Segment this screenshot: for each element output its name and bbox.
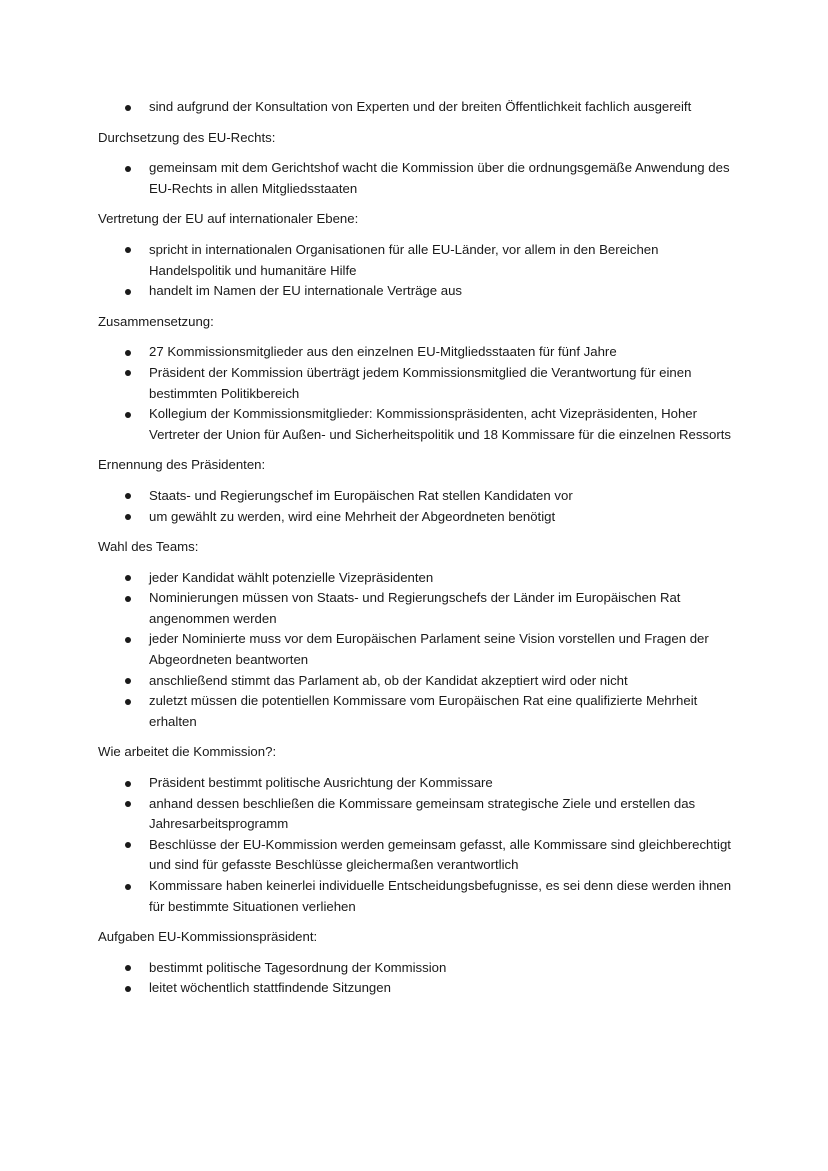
section-heading: Ernennung des Präsidenten: [98, 457, 266, 473]
section-wahl [98, 537, 738, 732]
bullet-icon [125, 370, 131, 376]
section-vertretung [98, 209, 738, 301]
bullet-icon [125, 493, 131, 499]
bullet-list [98, 240, 738, 302]
list-item: jeder Nominierte muss vor dem Europäischen Parlament seine Vision vorstellen und Fragen der Abgeordneten beantworten [98, 629, 738, 670]
list-item: Beschlüsse der EU-Kommission werden gemeinsam gefasst, alle Kommissare sind gleichberechtigt und sind für gefasste Beschlüsse gleichermaßen verantwortlich [98, 835, 738, 876]
section-heading: Vertretung der EU auf internationaler Ebene: [98, 211, 359, 227]
list-item: 27 Kommissionsmitglieder aus den einzelnen EU-Mitgliedsstaaten für fünf Jahre [98, 342, 738, 363]
bullet-icon [125, 965, 131, 971]
list-item: gemeinsam mit dem Gerichtshof wacht die Kommission über die ordnungsgemäße Anwendung des EU-Rechts in allen Mitgliedsstaaten [98, 158, 738, 199]
bullet-icon [125, 166, 131, 172]
bullet-icon [125, 350, 131, 356]
section-heading: Zusammensetzung: [98, 313, 214, 329]
document-content [98, 97, 738, 1005]
bullet-icon [125, 801, 131, 807]
bullet-icon [125, 247, 131, 253]
bullet-icon [125, 699, 131, 705]
bullet-icon [125, 842, 131, 848]
bullet-icon [125, 412, 131, 418]
list-item: anhand dessen beschließen die Kommissare gemeinsam strategische Ziele und erstellen das Jahresarbeitsprogramm [98, 794, 738, 835]
list-item: leitet wöchentlich stattfindende Sitzungen [98, 978, 738, 999]
section-heading: Durchsetzung des EU-Rechts: [98, 129, 276, 145]
list-item: Nominierungen müssen von Staats- und Regierungschefs der Länder im Europäischen Rat angenommen werden [98, 588, 738, 629]
bullet-icon [125, 986, 131, 992]
bullet-icon [125, 596, 131, 602]
bullet-list [98, 958, 738, 999]
bullet-icon [125, 105, 131, 111]
list-item: Präsident der Kommission überträgt jedem Kommissionsmitglied die Verantwortung für einen bestimmten Politikbereich [98, 363, 738, 404]
list-item: bestimmt politische Tagesordnung der Kommission [98, 958, 738, 979]
list-item: sind aufgrund der Konsultation von Experten und der breiten Öffentlichkeit fachlich ausgereift [98, 97, 738, 118]
bullet-list [98, 97, 738, 118]
list-item: spricht in internationalen Organisationen für alle EU-Länder, vor allem in den Bereichen Handelspolitik und humanitäre Hilfe [98, 240, 738, 281]
section-heading: Wahl des Teams: [98, 539, 199, 555]
list-item: zuletzt müssen die potentiellen Kommissare vom Europäischen Rat eine qualifizierte Mehrheit erhalten [98, 691, 738, 732]
bullet-icon [125, 637, 131, 643]
bullet-icon [125, 575, 131, 581]
list-item: jeder Kandidat wählt potenzielle Vizepräsidenten [98, 568, 738, 589]
list-item: anschließend stimmt das Parlament ab, ob der Kandidat akzeptiert wird oder nicht [98, 671, 738, 692]
bullet-icon [125, 678, 131, 684]
section-ernennung [98, 455, 738, 527]
section-heading: Wie arbeitet die Kommission?: [98, 744, 277, 760]
section-arbeit [98, 742, 738, 917]
list-item: Staats- und Regierungschef im Europäischen Rat stellen Kandidaten vor [98, 486, 738, 507]
section-intro [98, 97, 738, 118]
bullet-list [98, 158, 738, 199]
list-item: um gewählt zu werden, wird eine Mehrheit der Abgeordneten benötigt [98, 507, 738, 528]
bullet-icon [125, 781, 131, 787]
bullet-icon [125, 884, 131, 890]
bullet-list [98, 486, 738, 527]
section-durchsetzung [98, 128, 738, 200]
list-item: Präsident bestimmt politische Ausrichtung der Kommissare [98, 773, 738, 794]
bullet-list [98, 773, 738, 917]
bullet-icon [125, 514, 131, 520]
list-item: Kommissare haben keinerlei individuelle Entscheidungsbefugnisse, es sei denn diese werden ihnen für bestimmte Situationen verliehen [98, 876, 738, 917]
bullet-list [98, 568, 738, 733]
list-item: Kollegium der Kommissionsmitglieder: Kommissionspräsidenten, acht Vizepräsidenten, Hoher Vertreter der Union für Außen- und Sicherheitspolitik und 18 Kommissare für die einzelnen Ressorts [98, 404, 738, 445]
bullet-list [98, 342, 738, 445]
section-zusammensetzung [98, 312, 738, 446]
bullet-icon [125, 289, 131, 295]
section-aufgaben [98, 927, 738, 999]
list-item: handelt im Namen der EU internationale Verträge aus [98, 281, 738, 302]
section-heading: Aufgaben EU-Kommissionspräsident: [98, 929, 318, 945]
